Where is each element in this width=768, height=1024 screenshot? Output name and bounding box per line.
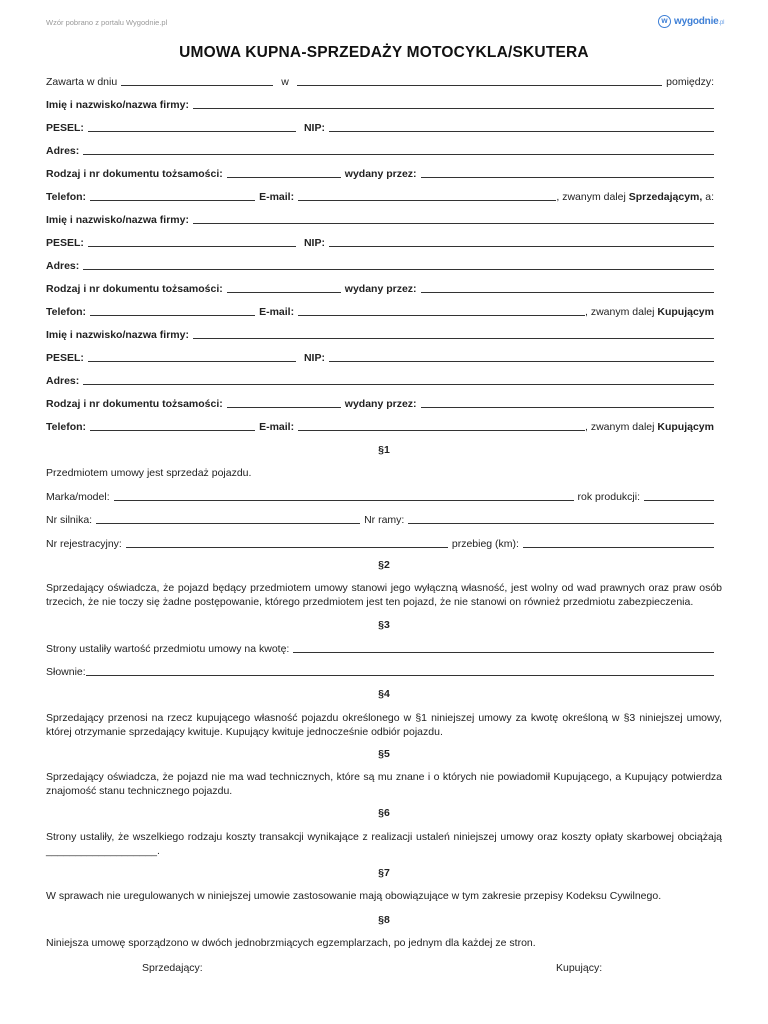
buyer1-contact-row	[46, 302, 714, 318]
buyer2-pesel-row	[46, 348, 714, 364]
section-1-text: Przedmiotem umowy jest sprzedaż pojazdu.	[46, 467, 252, 479]
seller-id-row	[46, 164, 714, 180]
mileage-field[interactable]	[523, 546, 714, 548]
section-7-title: §7	[378, 867, 390, 879]
seller-name-field[interactable]	[193, 107, 714, 109]
section-4-title: §4	[378, 688, 390, 700]
buyer-signature-label: Kupujący:	[556, 962, 603, 974]
id-doc-label: Rodzaj i nr dokumentu tożsamości:	[46, 168, 223, 180]
amount-field[interactable]	[293, 651, 714, 653]
buyer1-pesel-row	[46, 233, 714, 249]
engine-no-field[interactable]	[96, 522, 360, 524]
seller-id-field[interactable]	[227, 176, 341, 178]
frame-no-label: Nr ramy:	[364, 514, 405, 526]
section-2-text: Sprzedający oświadcza, że pojazd będący przedmiotem umowy stanowi jego wyłączną własność, jest wolny od wad prawnych oraz praw osób trzecich, że nie toczy się żadne postępowanie, którego przedmiotem jest ten pojazd, że nie stanowi on również przedmiotu zabezpieczenia.	[46, 582, 722, 608]
engine-frame-row	[46, 510, 714, 526]
issued-by-label: wydany przez:	[344, 168, 417, 180]
date-label: Zawarta w dniu	[46, 76, 118, 88]
buyer1-email-field[interactable]	[298, 314, 585, 316]
registration-no-label: Nr rejestracyjny:	[46, 538, 122, 550]
make-model-row	[46, 487, 714, 503]
buyer2-name-row	[46, 325, 714, 341]
seller-email-field[interactable]	[298, 199, 556, 201]
section-3-title: §3	[378, 619, 390, 631]
address-label: Adres:	[46, 260, 80, 272]
date-field[interactable]	[121, 84, 273, 86]
id-doc-label: Rodzaj i nr dokumentu tożsamości:	[46, 283, 223, 295]
buyer2-contact-row	[46, 417, 714, 433]
make-model-label: Marka/model:	[46, 491, 110, 503]
issued-by-label: wydany przez:	[344, 283, 417, 295]
email-label: E-mail:	[259, 191, 295, 203]
nip-label: NIP:	[303, 237, 325, 249]
section-4-text: Sprzedający przenosi na rzecz kupującego własność pojazdu określonego w §1 niniejszej umowy za kwotę określoną w §3 niniejszej umowy, której otrzymanie sprzedający kwituje. Kupujący kwituje jednocześnie odbiór pojazdu.	[46, 712, 722, 738]
pesel-label: PESEL:	[46, 122, 84, 134]
buyer2-name-field[interactable]	[193, 337, 714, 339]
seller-pesel-row	[46, 118, 714, 134]
buyer1-nip-field[interactable]	[329, 245, 714, 247]
nip-label: NIP:	[303, 352, 325, 364]
seller-phone-field[interactable]	[90, 199, 255, 201]
buyer1-phone-field[interactable]	[90, 314, 255, 316]
buyer2-pesel-field[interactable]	[88, 360, 296, 362]
issued-by-label: wydany przez:	[344, 398, 417, 410]
buyer2-phone-field[interactable]	[90, 429, 255, 431]
seller-signature-label: Sprzedający:	[142, 962, 203, 974]
buyer2-id-row	[46, 394, 714, 410]
buyer2-nip-field[interactable]	[329, 360, 714, 362]
place-field[interactable]	[297, 84, 662, 86]
seller-pesel-field[interactable]	[88, 130, 296, 132]
buyer1-id-row	[46, 279, 714, 295]
document-title: UMOWA KUPNA-SPRZEDAŻY MOTOCYKLA/SKUTERA	[179, 44, 589, 61]
section-1-title: §1	[378, 444, 390, 456]
buyer1-id-field[interactable]	[227, 291, 341, 293]
buyer-role-note: , zwanym dalej Kupującym	[585, 421, 714, 433]
pesel-label: PESEL:	[46, 237, 84, 249]
section-5-text: Sprzedający oświadcza, że pojazd nie ma wad technicznych, które są mu znane i o których nie powiadomił Kupującego, a Kupujący potwierdza znajomość stanu technicznego pojazdu.	[46, 771, 722, 797]
section-2-title: §2	[378, 559, 390, 571]
name-label: Imię i nazwisko/nazwa firmy:	[46, 99, 189, 111]
amount-row	[46, 639, 714, 655]
email-label: E-mail:	[259, 421, 295, 433]
buyer1-name-field[interactable]	[193, 222, 714, 224]
buyer1-pesel-field[interactable]	[88, 245, 296, 247]
make-model-field[interactable]	[114, 499, 574, 501]
source-note: Wzór pobrano z portalu Wygodnie.pl	[46, 18, 168, 27]
address-label: Adres:	[46, 145, 80, 157]
amount-label: Strony ustaliły wartość przedmiotu umowy na kwotę:	[46, 643, 290, 655]
phone-label: Telefon:	[46, 306, 87, 318]
section-7-text: W sprawach nie uregulowanych w niniejszej umowie zastosowanie mają obowiązujące w tym zakresie przepisy Kodeksu Cywilnego.	[46, 890, 662, 902]
section-6-title: §6	[378, 807, 390, 819]
registration-no-field[interactable]	[126, 546, 448, 548]
year-label: rok produkcji:	[577, 491, 640, 503]
email-label: E-mail:	[259, 306, 295, 318]
seller-address-row	[46, 141, 714, 157]
nip-label: NIP:	[303, 122, 325, 134]
buyer2-issued-by-field[interactable]	[421, 406, 714, 408]
seller-name-row	[46, 95, 714, 111]
id-doc-label: Rodzaj i nr dokumentu tożsamości:	[46, 398, 223, 410]
buyer1-address-field[interactable]	[83, 268, 714, 270]
section-8-text: Niniejsza umowę sporządzono w dwóch jednobrzmiących egzemplarzach, po jednym dla każdej ze stron.	[46, 937, 536, 949]
wygodnie-logo[interactable]	[658, 15, 724, 28]
seller-contact-row	[46, 187, 714, 203]
registration-mileage-row	[46, 534, 714, 550]
phone-label: Telefon:	[46, 191, 87, 203]
year-field[interactable]	[644, 499, 714, 501]
address-label: Adres:	[46, 375, 80, 387]
amount-words-field[interactable]	[86, 674, 714, 676]
seller-role-note: , zwanym dalej Sprzedającym, a:	[556, 191, 714, 203]
seller-issued-by-field[interactable]	[421, 176, 714, 178]
engine-no-label: Nr silnika:	[46, 514, 93, 526]
pesel-label: PESEL:	[46, 352, 84, 364]
mileage-label: przebieg (km):	[451, 538, 519, 550]
buyer1-address-row	[46, 256, 714, 272]
section-8-title: §8	[378, 914, 390, 926]
logo-icon: w	[658, 15, 671, 28]
between-label: pomiędzy:	[666, 76, 714, 88]
name-label: Imię i nazwisko/nazwa firmy:	[46, 214, 189, 226]
logo-text: wygodnie.pl	[674, 16, 725, 27]
seller-nip-field[interactable]	[329, 130, 714, 132]
seller-address-field[interactable]	[83, 153, 714, 155]
buyer2-id-field[interactable]	[227, 406, 341, 408]
section-6-text: Strony ustaliły, że wszelkiego rodzaju koszty transakcji wynikające z realizacji ustaleń niniejszej umowy oraz koszty opłaty skarbowej obciążają ___________________.	[46, 831, 722, 857]
amount-words-row	[46, 662, 714, 678]
place-label: w	[281, 76, 289, 88]
buyer2-address-field[interactable]	[83, 383, 714, 385]
frame-no-field[interactable]	[408, 522, 714, 524]
buyer2-address-row	[46, 371, 714, 387]
section-5-title: §5	[378, 748, 390, 760]
name-label: Imię i nazwisko/nazwa firmy:	[46, 329, 189, 341]
buyer-role-note: , zwanym dalej Kupującym	[585, 306, 714, 318]
buyer1-issued-by-field[interactable]	[421, 291, 714, 293]
buyer1-name-row	[46, 210, 714, 226]
phone-label: Telefon:	[46, 421, 87, 433]
intro-line	[46, 72, 714, 88]
buyer2-email-field[interactable]	[298, 429, 585, 431]
amount-words-label: Słownie:	[46, 666, 86, 678]
